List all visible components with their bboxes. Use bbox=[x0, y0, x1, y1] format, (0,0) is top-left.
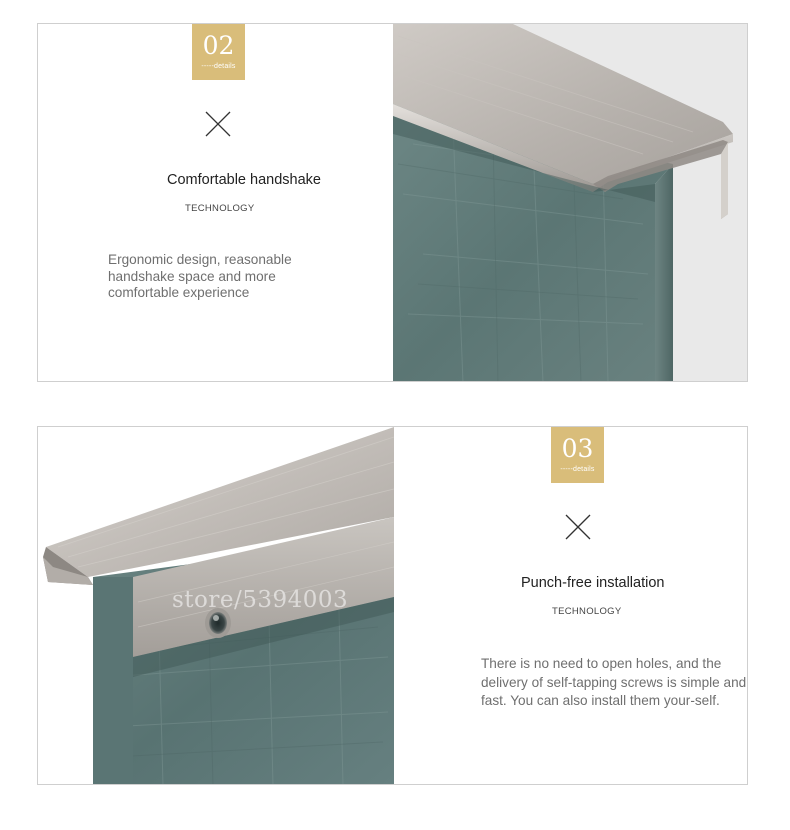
product-photo-installation bbox=[38, 427, 394, 784]
feature-panel-03 bbox=[37, 426, 748, 785]
feature-number: 03 bbox=[561, 434, 594, 463]
feature-subtitle: TECHNOLOGY bbox=[185, 203, 255, 214]
cross-icon bbox=[205, 111, 231, 137]
feature-number: 02 bbox=[202, 31, 235, 60]
feature-text-column bbox=[38, 24, 393, 381]
feature-panel-02 bbox=[37, 23, 748, 382]
badge-details-label: -----details bbox=[560, 466, 595, 473]
cross-icon bbox=[565, 514, 591, 540]
feature-description: Ergonomic design, reasonable handshake space and more comfortable experience bbox=[108, 252, 292, 300]
product-photo-handshake bbox=[393, 24, 748, 381]
badge-details-label: -----details bbox=[201, 63, 236, 70]
feature-text-column bbox=[393, 427, 748, 784]
feature-title: Punch-free installation bbox=[521, 575, 665, 591]
feature-number-badge bbox=[192, 24, 245, 80]
feature-number-badge bbox=[551, 427, 604, 483]
store-watermark: store/5394003 bbox=[172, 587, 349, 613]
feature-subtitle: TECHNOLOGY bbox=[552, 606, 622, 617]
feature-description: There is no need to open holes, and the delivery of self-tapping screws is simple and fast. You can also install them your-self. bbox=[481, 656, 747, 708]
feature-title: Comfortable handshake bbox=[167, 172, 321, 188]
